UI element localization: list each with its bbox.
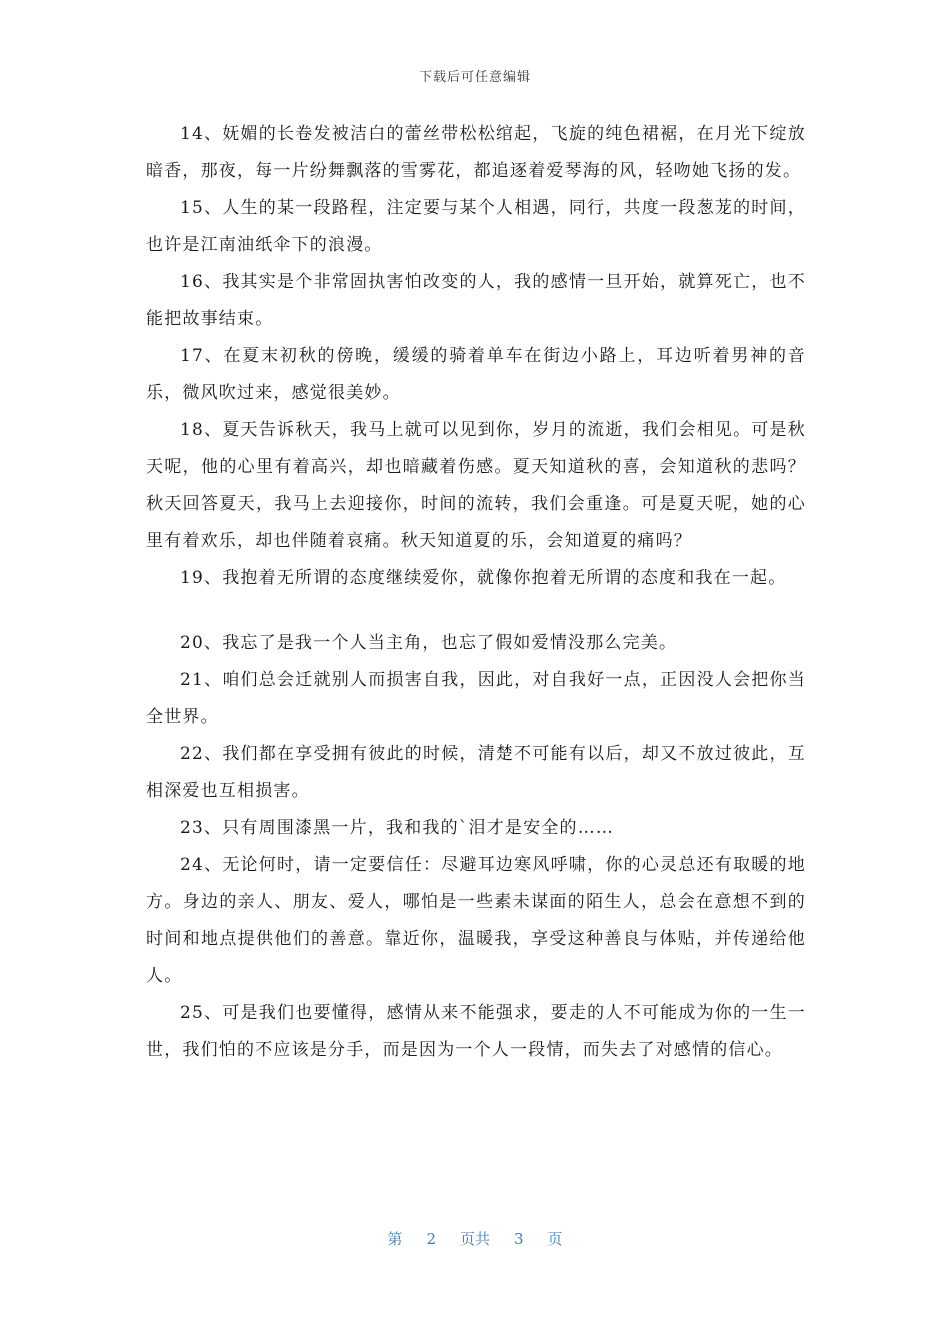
document-body xyxy=(146,116,806,1069)
paragraph-17: 17、在夏末初秋的傍晚，缓缓的骑着单车在街边小路上，耳边听着男神的音乐，微风吹过来，感觉很美妙。 xyxy=(146,346,806,403)
paragraph-19: 19、我抱着无所谓的态度继续爱你，就像你抱着无所谓的态度和我在一起。 xyxy=(180,568,787,588)
paragraph-15: 15、人生的某一段路程，注定要与某个人相遇，同行，共度一段葱茏的时间，也许是江南油纸伞下的浪漫。 xyxy=(146,198,806,255)
paragraph-22: 22、我们都在享受拥有彼此的时候，清楚不可能有以后，却又不放过彼此，互相深爱也互相损害。 xyxy=(146,744,806,801)
footer-middle: 页共 xyxy=(459,1230,490,1248)
paragraph-25: 25、可是我们也要懂得，感情从来不能强求，要走的人不可能成为你的一生一世，我们怕的不应该是分手，而是因为一个人一段情，而失去了对感情的信心。 xyxy=(146,1003,806,1060)
footer-suffix: 页 xyxy=(547,1230,563,1248)
footer-page-number: 2 xyxy=(426,1230,436,1248)
paragraph-20: 20、我忘了是我一个人当主角，也忘了假如爱情没那么完美。 xyxy=(180,633,678,653)
footer-prefix: 第 xyxy=(387,1230,403,1248)
footer-total-pages: 3 xyxy=(514,1230,524,1248)
paragraph-23: 23、只有周围漆黑一片，我和我的`泪才是安全的…… xyxy=(180,818,615,838)
page-footer xyxy=(0,1228,950,1249)
paragraph-21: 21、咱们总会迁就别人而损害自我，因此，对自我好一点，正因没人会把你当全世界。 xyxy=(146,670,806,727)
paragraph-14: 14、妩媚的长卷发被洁白的蕾丝带松松绾起，飞旋的纯色裙裾，在月光下绽放暗香，那夜，每一片纷舞飘落的雪雾花，都追逐着爱琴海的风，轻吻她飞扬的发。 xyxy=(146,124,806,181)
paragraph-18: 18、夏天告诉秋天，我马上就可以见到你，岁月的流逝，我们会相见。可是秋天呢，他的心里有着高兴，却也暗藏着伤感。夏天知道秋的喜，会知道秋的悲吗？秋天回答夏天，我马上去迎接你，时间的流转，我们会重逢。可是夏天呢，她的心里有着欢乐，却也伴随着哀痛。秋天知道夏的乐，会知道夏的痛吗？ xyxy=(146,420,806,551)
paragraph-16: 16、我其实是个非常固执害怕改变的人，我的感情一旦开始，就算死亡，也不能把故事结束。 xyxy=(146,272,806,329)
paragraph-24: 24、无论何时，请一定要信任：尽避耳边寒风呼啸，你的心灵总还有取暖的地方。身边的亲人、朋友、爱人，哪怕是一些素未谋面的陌生人，总会在意想不到的时间和地点提供他们的善意。靠近你，温暖我，享受这种善良与体贴，并传递给他人。 xyxy=(146,855,806,986)
page-header: 下载后可任意编辑 xyxy=(418,70,531,85)
